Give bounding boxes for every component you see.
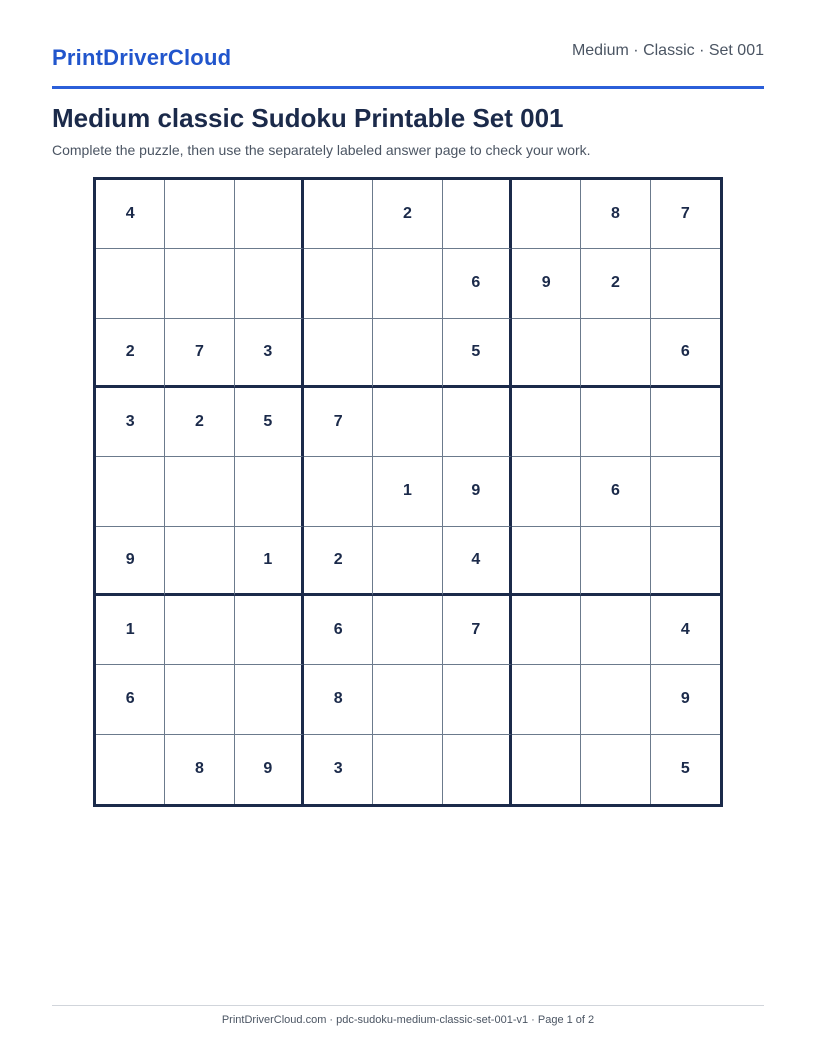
page-subtitle: Complete the puzzle, then use the separately labeled answer page to check your work.	[52, 142, 591, 158]
empty-cell	[165, 249, 234, 318]
given-cell: 6	[651, 319, 720, 388]
empty-cell	[512, 665, 581, 734]
given-cell: 9	[651, 665, 720, 734]
empty-cell	[651, 527, 720, 596]
brand-logo: PrintDriverCloud	[52, 45, 232, 70]
given-cell: 1	[373, 457, 442, 526]
given-cell: 5	[235, 388, 304, 457]
empty-cell	[651, 249, 720, 318]
empty-cell	[304, 319, 373, 388]
empty-cell	[581, 596, 650, 665]
given-cell: 2	[96, 319, 165, 388]
empty-cell	[512, 735, 581, 804]
empty-cell	[651, 388, 720, 457]
given-cell: 4	[96, 180, 165, 249]
sudoku-grid	[93, 177, 723, 807]
empty-cell	[651, 457, 720, 526]
empty-cell	[304, 180, 373, 249]
given-cell: 8	[581, 180, 650, 249]
given-cell: 9	[96, 527, 165, 596]
given-cell: 1	[96, 596, 165, 665]
given-cell: 3	[96, 388, 165, 457]
given-cell: 5	[443, 319, 512, 388]
empty-cell	[581, 735, 650, 804]
empty-cell	[96, 735, 165, 804]
page-header	[52, 36, 764, 89]
empty-cell	[165, 457, 234, 526]
given-cell: 5	[680, 760, 690, 778]
empty-cell	[581, 319, 650, 388]
empty-cell	[512, 319, 581, 388]
puzzle-meta: Medium · Classic · Set 001	[571, 42, 764, 59]
empty-cell	[373, 596, 442, 665]
empty-cell	[96, 249, 165, 318]
given-cell: 7	[304, 388, 373, 457]
given-cell: 6	[96, 665, 165, 734]
empty-cell	[443, 180, 512, 249]
empty-cell	[373, 249, 442, 318]
empty-cell	[512, 457, 581, 526]
empty-cell	[165, 665, 234, 734]
given-cell: 1	[235, 527, 304, 596]
empty-cell	[235, 249, 304, 318]
empty-cell	[373, 527, 442, 596]
empty-cell	[96, 457, 165, 526]
empty-cell	[512, 180, 581, 249]
empty-cell	[512, 596, 581, 665]
empty-cell	[581, 665, 650, 734]
given-cell: 3	[304, 735, 373, 804]
empty-cell	[304, 249, 373, 318]
given-cell: 6	[581, 457, 650, 526]
empty-cell	[235, 665, 304, 734]
empty-cell	[581, 527, 650, 596]
empty-cell	[165, 596, 234, 665]
given-cell: 4	[651, 596, 720, 665]
empty-cell	[235, 457, 304, 526]
empty-cell	[235, 596, 304, 665]
footer-divider	[52, 1005, 764, 1006]
empty-cell	[304, 457, 373, 526]
empty-cell	[443, 388, 512, 457]
empty-cell	[512, 527, 581, 596]
given-cell: 7	[651, 180, 720, 249]
given-cell: 7	[443, 596, 512, 665]
given-cell: 6	[304, 596, 373, 665]
given-cell: 9	[512, 249, 581, 318]
given-cell: 8	[165, 735, 234, 804]
empty-cell	[165, 527, 234, 596]
given-cell: 8	[304, 665, 373, 734]
empty-cell	[235, 180, 304, 249]
given-cell: 2	[373, 180, 442, 249]
empty-cell	[443, 665, 512, 734]
empty-cell	[165, 180, 234, 249]
given-cell: 3	[235, 319, 304, 388]
given-cell: 2	[165, 388, 234, 457]
empty-cell	[373, 319, 442, 388]
given-cell: 2	[304, 527, 373, 596]
given-cell: 7	[165, 319, 234, 388]
page-title: Medium classic Sudoku Printable Set 001	[52, 103, 564, 133]
empty-cell	[373, 388, 442, 457]
empty-cell	[373, 665, 442, 734]
empty-cell	[581, 388, 650, 457]
page-footer: PrintDriverCloud.com · pdc-sudoku-medium-classic-set-001-v1 · Page 1 of 2	[221, 1014, 595, 1026]
empty-cell	[373, 735, 442, 804]
given-cell: 2	[581, 249, 650, 318]
given-cell: 9	[235, 735, 304, 804]
empty-cell	[512, 388, 581, 457]
given-cell: 9	[443, 457, 512, 526]
empty-cell	[443, 735, 512, 804]
given-cell: 4	[443, 527, 512, 596]
given-cell: 6	[443, 249, 512, 318]
